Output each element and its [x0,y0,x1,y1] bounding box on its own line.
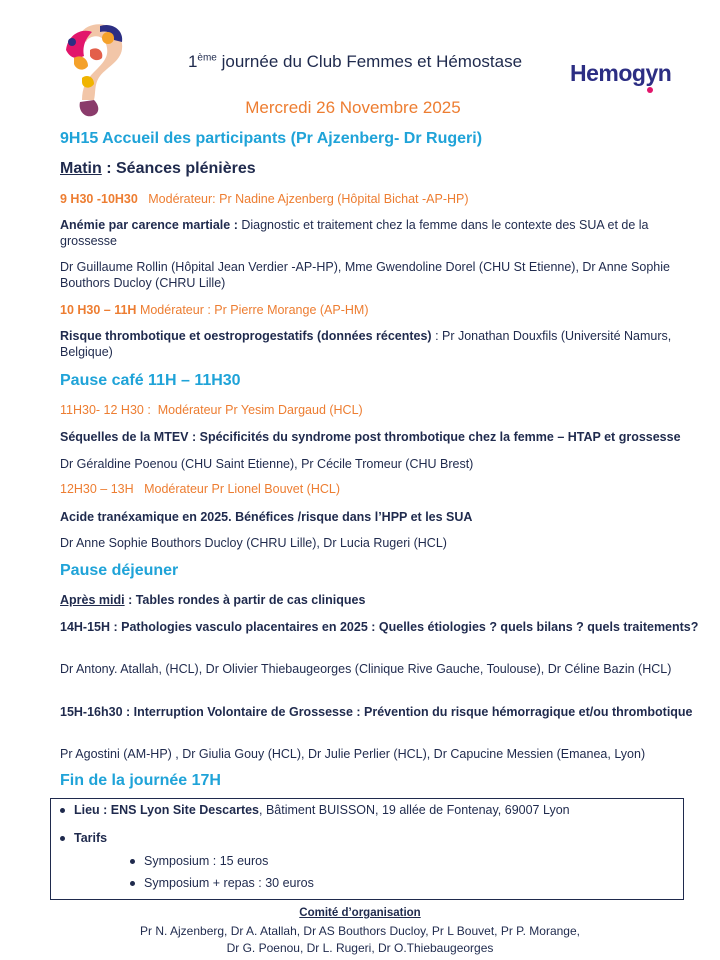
edition-suffix: ème [197,52,217,64]
session3-topic: Séquelles de la MTEV : Spécificités du syndrome post thrombotique chez la femme – HTAP et grossesse [60,430,681,444]
session6-topic: 15H-16h30 : Interruption Volontaire de Grossesse : Prévention du risque hémorragique et/ou thrombotique [60,705,693,719]
session3-speakers: Dr Géraldine Poenou (CHU Saint Etienne), Pr Cécile Tromeur (CHU Brest) [60,457,474,471]
committee-line-2: Dr G. Poenou, Dr L. Rugeri, Dr O.Thiebaugeorges [226,941,494,955]
session1-time: 9 H30 -10H30 Modérateur: Pr Nadine Ajzenberg (Hôpital Bichat -AP-HP) [60,192,469,206]
event-date: Mercredi 26 Novembre 2025 [245,98,461,117]
morning-heading: Matin : Séances plénières [60,160,256,177]
session1-topic: Anémie par carence martiale : Diagnostic et traitement chez la femme dans le contexte des SUA et de la grossesse [60,218,649,248]
session4-topic: Acide tranéxamique en 2025. Bénéfices /risque dans l’HPP et les SUA [60,510,473,524]
hemogyn-logo: Hemogyn [570,60,672,86]
pricing-heading: Tarifs [60,831,107,845]
session5-speakers: Dr Antony. Atallah, (HCL), Dr Olivier Thiebaugeorges (Clinique Rive Gauche, Toulouse), Dr Céline Bazin (HCL) [60,662,672,676]
brand-y: y [645,60,658,86]
session2-topic: Risque thrombotique et oestroprogestatifs (données récentes) : Pr Jonathan Douxfils (Université Namurs, Belgique) [60,329,672,359]
price-symposium: Symposium : 15 euros [130,854,268,868]
bullet-icon [60,808,65,813]
committee-line-1: Pr N. Ajzenberg, Dr A. Atallah, Dr AS Bouthors Ducloy, Pr L Bouvet, Pr P. Morange, [140,924,580,938]
welcome-heading: 9H15 Accueil des participants (Pr Ajzenberg- Dr Rugeri) [60,130,483,147]
bullet-icon [130,881,135,886]
session5-topic: 14H-15H : Pathologies vasculo placentaires en 2025 : Quelles étiologies ? quels bilans ? quels traitements? [60,620,699,634]
bullet-icon [60,836,65,841]
session6-speakers: Pr Agostini (AM-HP) , Dr Giulia Gouy (HCL), Dr Julie Perlier (HCL), Dr Capucine Messien (Emanea, Lyon) [60,747,646,761]
session1-speakers: Dr Guillaume Rollin (Hôpital Jean Verdier -AP-HP), Mme Gwendoline Dorel (CHU St Etienne), Dr Anne Sophie Bouthors Ducloy (CHRU Lille) [60,260,670,290]
coffee-break: Pause café 11H – 11H30 [60,372,241,389]
committee-title: Comité d’organisation [299,907,421,919]
session2-time: 10 H30 – 11H Modérateur : Pr Pierre Morange (AP-HM) [60,303,369,317]
bullet-icon [130,859,135,864]
session4-time: 12H30 – 13H Modérateur Pr Lionel Bouvet (HCL) [60,482,341,496]
lunch-break: Pause déjeuner [60,562,179,579]
session3-time: 11H30- 12 H30 : Modérateur Pr Yesim Dargaud (HCL) [60,403,363,417]
session4-speakers: Dr Anne Sophie Bouthors Ducloy (CHRU Lille), Dr Lucia Rugeri (HCL) [60,536,447,550]
price-symposium-meal: Symposium + repas : 30 euros [130,876,314,890]
title-text: journée du Club Femmes et Hémostase [216,52,523,71]
afternoon-heading: Après midi : Tables rondes à partir de cas cliniques [60,593,366,607]
edition-number: 1 [187,52,198,71]
end-of-day: Fin de la journée 17H [60,772,221,789]
venue-line: Lieu : ENS Lyon Site Descartes, Bâtiment BUISSON, 19 allée de Fontenay, 69007 Lyon [60,803,570,817]
